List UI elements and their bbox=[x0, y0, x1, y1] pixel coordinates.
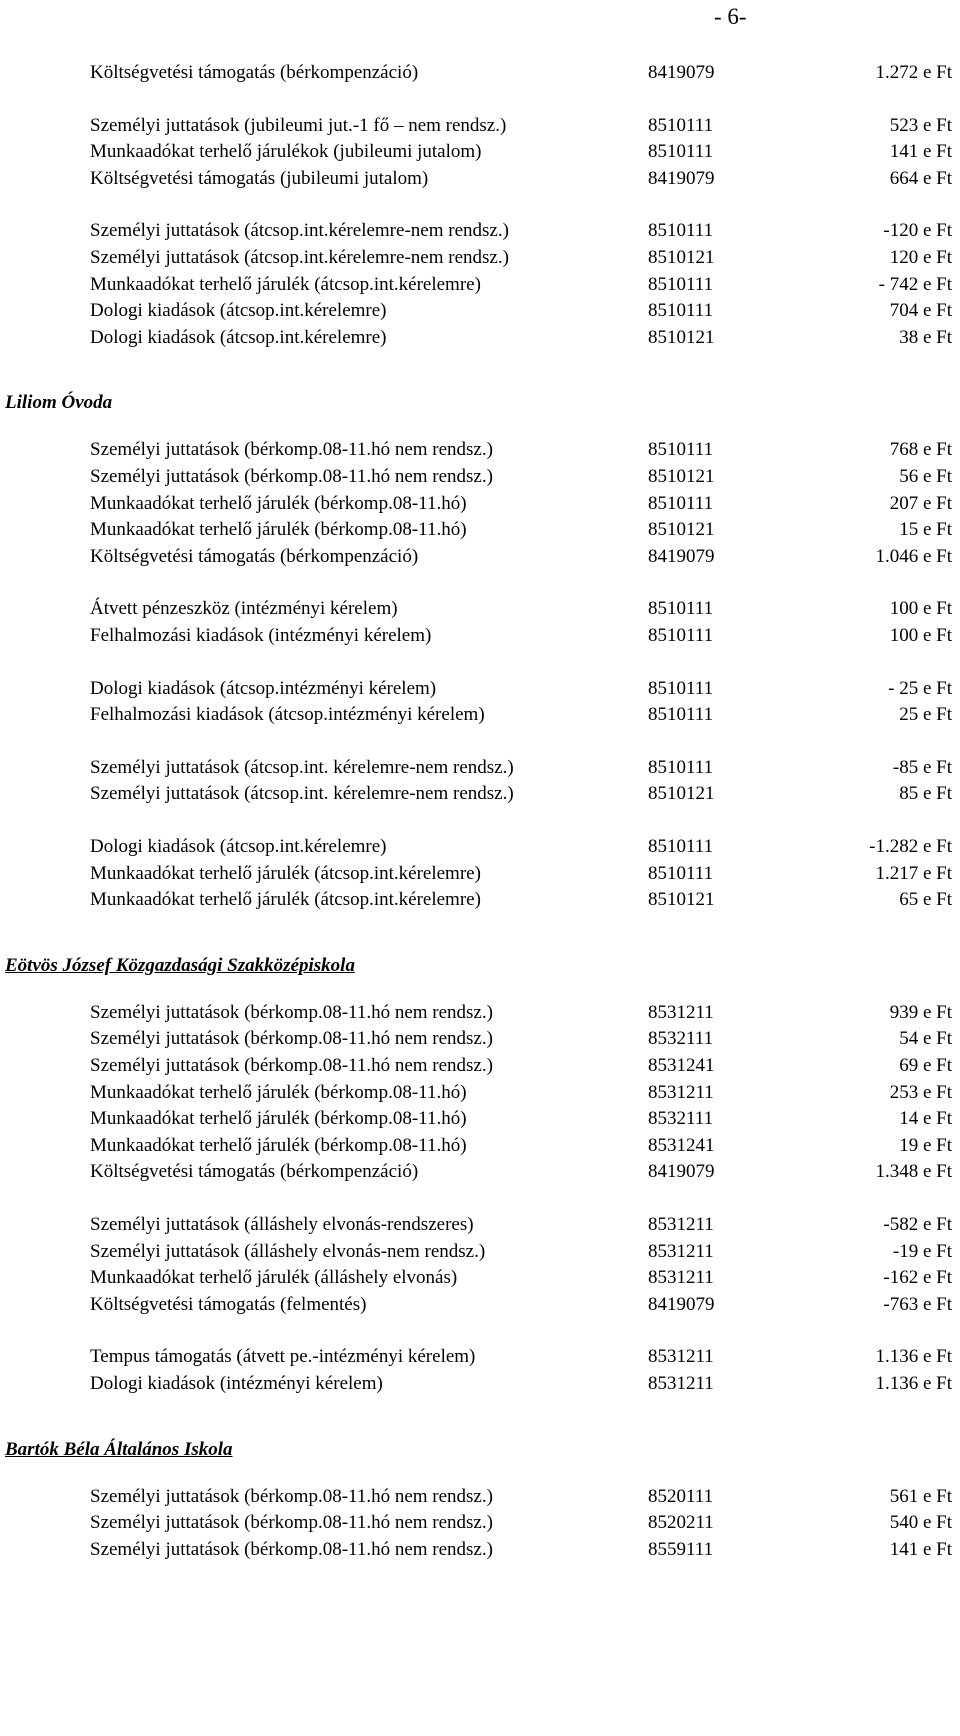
row-code: 8510121 bbox=[648, 519, 715, 541]
row-code: 8510121 bbox=[648, 889, 715, 911]
budget-row bbox=[0, 297, 960, 324]
budget-row bbox=[0, 1132, 960, 1159]
row-code: 8532111 bbox=[648, 1028, 714, 1050]
row-amount: 768 e Ft bbox=[889, 439, 952, 461]
budget-row bbox=[0, 112, 960, 139]
row-amount: -582 e Ft bbox=[883, 1214, 952, 1235]
row-amount: 1.136 e Ft bbox=[875, 1346, 952, 1368]
row-label: Munkaadókat terhelő járulék (álláshely elvonás) bbox=[90, 1267, 458, 1289]
budget-row bbox=[0, 1370, 960, 1397]
row-amount: -162 e Ft bbox=[883, 1267, 952, 1289]
row-amount: 54 e Ft bbox=[899, 1028, 952, 1050]
row-code: 8419079 bbox=[648, 1293, 715, 1315]
row-label: Személyi juttatások (bérkomp.08-11.hó nem rendsz.) bbox=[90, 1485, 493, 1507]
row-code: 8510121 bbox=[648, 326, 715, 348]
budget-row bbox=[0, 543, 960, 570]
budget-row bbox=[0, 999, 960, 1026]
budget-row bbox=[0, 622, 960, 649]
row-amount: 141 e Ft bbox=[889, 1538, 952, 1560]
page-number: - 6- bbox=[714, 4, 747, 29]
row-label: Személyi juttatások (átcsop.int. kérelemre-nem rendsz.) bbox=[90, 783, 514, 805]
row-amount: 1.348 e Ft bbox=[875, 1161, 952, 1183]
budget-row bbox=[0, 1509, 960, 1536]
budget-row bbox=[0, 1158, 960, 1185]
row-label: Költségvetési támogatás (bérkompenzáció) bbox=[90, 1161, 419, 1183]
budget-row bbox=[0, 595, 960, 622]
row-code: 8510121 bbox=[648, 466, 715, 487]
row-code: 8510111 bbox=[648, 141, 714, 163]
row-code: 8419079 bbox=[648, 545, 715, 567]
budget-row bbox=[0, 1025, 960, 1052]
row-amount: 65 e Ft bbox=[899, 889, 952, 911]
budget-row bbox=[0, 1343, 960, 1370]
row-amount: 141 e Ft bbox=[889, 141, 952, 163]
row-code: 8559111 bbox=[648, 1538, 714, 1560]
row-amount: 100 e Ft bbox=[889, 598, 952, 620]
row-label: Felhalmozási kiadások (intézményi kérelem) bbox=[90, 625, 432, 646]
section-heading: Liliom Óvoda bbox=[5, 392, 113, 414]
row-amount: 1.217 e Ft bbox=[875, 862, 952, 884]
row-code: 8531211 bbox=[648, 1240, 714, 1262]
budget-row bbox=[0, 1264, 960, 1291]
row-amount: 253 e Ft bbox=[889, 1081, 952, 1103]
budget-row bbox=[0, 1536, 960, 1563]
row-amount: 120 e Ft bbox=[889, 247, 952, 268]
row-label: Személyi juttatások (álláshely elvonás-nem rendsz.) bbox=[90, 1240, 486, 1262]
row-code: 8510111 bbox=[648, 439, 714, 461]
row-label: Dologi kiadások (átcsop.intézményi kérelem) bbox=[90, 677, 437, 699]
row-label: Költségvetési támogatás (felmentés) bbox=[90, 1293, 367, 1315]
row-code: 8510111 bbox=[648, 862, 714, 884]
budget-row bbox=[0, 138, 960, 165]
row-label: Felhalmozási kiadások (átcsop.intézményi kérelem) bbox=[90, 704, 485, 726]
budget-row bbox=[0, 1079, 960, 1106]
budget-row bbox=[0, 833, 960, 860]
row-code: 8531211 bbox=[648, 1373, 714, 1394]
budget-row bbox=[0, 754, 960, 781]
row-code: 8510111 bbox=[648, 114, 714, 136]
budget-row bbox=[0, 324, 960, 351]
row-amount: - 25 e Ft bbox=[888, 677, 952, 699]
row-label: Személyi juttatások (bérkomp.08-11.hó nem rendsz.) bbox=[90, 1055, 493, 1076]
row-label: Személyi juttatások (jubileumi jut.-1 fő – nem rendsz.) bbox=[90, 114, 507, 136]
row-amount: -1.282 e Ft bbox=[869, 836, 952, 857]
row-code: 8510111 bbox=[648, 756, 714, 778]
row-code: 8419079 bbox=[648, 1161, 715, 1183]
row-amount: 56 e Ft bbox=[899, 466, 952, 487]
row-amount: 69 e Ft bbox=[899, 1055, 952, 1076]
budget-row bbox=[0, 271, 960, 298]
row-label: Átvett pénzeszköz (intézményi kérelem) bbox=[90, 598, 398, 620]
row-amount: 14 e Ft bbox=[899, 1108, 952, 1130]
row-label: Dologi kiadások (átcsop.int.kérelemre) bbox=[90, 326, 387, 348]
row-label: Személyi juttatások (bérkomp.08-11.hó nem rendsz.) bbox=[90, 1512, 493, 1534]
row-code: 8510111 bbox=[648, 273, 714, 295]
row-amount: 939 e Ft bbox=[889, 1001, 952, 1023]
budget-row bbox=[0, 1291, 960, 1318]
budget-row bbox=[0, 1238, 960, 1265]
row-code: 8531211 bbox=[648, 1081, 714, 1103]
row-amount: 1.272 e Ft bbox=[875, 62, 952, 83]
budget-row bbox=[0, 490, 960, 517]
row-amount: 25 e Ft bbox=[899, 704, 952, 726]
row-amount: -85 e Ft bbox=[892, 756, 952, 778]
row-label: Dologi kiadások (átcsop.int.kérelemre) bbox=[90, 300, 387, 322]
row-amount: 1.046 e Ft bbox=[875, 545, 952, 567]
section-heading: Bartók Béla Általános Iskola bbox=[5, 1438, 233, 1460]
budget-row bbox=[0, 436, 960, 463]
row-amount: 207 e Ft bbox=[889, 492, 952, 514]
row-label: Munkaadókat terhelő járulék (bérkomp.08-11.hó) bbox=[90, 1081, 467, 1103]
budget-row bbox=[0, 675, 960, 702]
row-code: 8531211 bbox=[648, 1346, 714, 1368]
row-code: 8510111 bbox=[648, 598, 714, 620]
row-amount: 19 e Ft bbox=[899, 1134, 952, 1156]
row-code: 8531211 bbox=[648, 1001, 714, 1023]
budget-row bbox=[0, 217, 960, 244]
row-code: 8510111 bbox=[648, 220, 714, 242]
row-amount: 38 e Ft bbox=[899, 326, 952, 348]
row-amount: 100 e Ft bbox=[889, 625, 952, 646]
row-code: 8531241 bbox=[648, 1055, 715, 1076]
row-amount: 540 e Ft bbox=[889, 1512, 952, 1534]
budget-row bbox=[0, 886, 960, 913]
row-code: 8510111 bbox=[648, 677, 714, 699]
row-code: 8510111 bbox=[648, 704, 714, 726]
row-code: 8531241 bbox=[648, 1134, 715, 1156]
row-label: Személyi juttatások (átcsop.int.kérelemre-nem rendsz.) bbox=[90, 247, 509, 268]
row-label: Személyi juttatások (bérkomp.08-11.hó nem rendsz.) bbox=[90, 439, 493, 461]
row-label: Költségvetési támogatás (bérkompenzáció) bbox=[90, 62, 419, 83]
row-label: Munkaadókat terhelő járulék (átcsop.int.kérelemre) bbox=[90, 889, 481, 911]
row-code: 8531211 bbox=[648, 1267, 714, 1289]
row-amount: 85 e Ft bbox=[899, 783, 952, 805]
row-label: Személyi juttatások (átcsop.int. kérelemre-nem rendsz.) bbox=[90, 756, 514, 778]
budget-row bbox=[0, 780, 960, 807]
budget-row bbox=[0, 463, 960, 490]
budget-row bbox=[0, 701, 960, 728]
row-label: Személyi juttatások (bérkomp.08-11.hó nem rendsz.) bbox=[90, 1538, 493, 1560]
row-code: 8419079 bbox=[648, 62, 715, 83]
row-label: Munkaadókat terhelő járulék (átcsop.int.kérelemre) bbox=[90, 273, 481, 295]
row-code: 8520111 bbox=[648, 1485, 714, 1507]
row-label: Személyi juttatások (bérkomp.08-11.hó nem rendsz.) bbox=[90, 466, 493, 487]
row-label: Munkaadókat terhelő járulékok (jubileumi jutalom) bbox=[90, 141, 482, 163]
row-code: 8532111 bbox=[648, 1108, 714, 1130]
row-amount: -763 e Ft bbox=[883, 1293, 952, 1315]
row-label: Költségvetési támogatás (bérkompenzáció) bbox=[90, 545, 419, 567]
row-label: Munkaadókat terhelő járulék (bérkomp.08-11.hó) bbox=[90, 1134, 467, 1156]
row-label: Munkaadókat terhelő járulék (bérkomp.08-11.hó) bbox=[90, 1108, 467, 1130]
row-label: Személyi juttatások (bérkomp.08-11.hó nem rendsz.) bbox=[90, 1028, 493, 1050]
budget-row bbox=[0, 1211, 960, 1238]
row-code: 8510111 bbox=[648, 300, 714, 322]
row-label: Munkaadókat terhelő járulék (bérkomp.08-11.hó) bbox=[90, 519, 467, 541]
row-amount: 561 e Ft bbox=[889, 1485, 952, 1507]
row-amount: - 742 e Ft bbox=[878, 273, 952, 295]
row-amount: -120 e Ft bbox=[883, 220, 952, 242]
section-heading: Eötvös József Közgazdasági Szakközépiskola bbox=[5, 954, 355, 976]
row-code: 8520211 bbox=[648, 1512, 714, 1534]
budget-row bbox=[0, 516, 960, 543]
row-label: Dologi kiadások (intézményi kérelem) bbox=[90, 1373, 383, 1394]
budget-row bbox=[0, 860, 960, 887]
row-label: Munkaadókat terhelő járulék (bérkomp.08-11.hó) bbox=[90, 492, 467, 514]
budget-row bbox=[0, 244, 960, 271]
row-amount: 1.136 e Ft bbox=[875, 1373, 952, 1394]
row-code: 8531211 bbox=[648, 1214, 714, 1235]
budget-row bbox=[0, 1483, 960, 1510]
budget-row bbox=[0, 59, 960, 86]
row-label: Munkaadókat terhelő járulék (átcsop.int.kérelemre) bbox=[90, 862, 481, 884]
row-label: Személyi juttatások (bérkomp.08-11.hó nem rendsz.) bbox=[90, 1001, 493, 1023]
row-amount: 523 e Ft bbox=[889, 114, 952, 136]
row-amount: 704 e Ft bbox=[889, 300, 952, 322]
budget-row bbox=[0, 1052, 960, 1079]
row-label: Személyi juttatások (átcsop.int.kérelemre-nem rendsz.) bbox=[90, 220, 509, 242]
row-code: 8510121 bbox=[648, 247, 715, 268]
budget-row bbox=[0, 1105, 960, 1132]
row-code: 8510111 bbox=[648, 836, 714, 857]
budget-row bbox=[0, 165, 960, 192]
row-code: 8510111 bbox=[648, 492, 714, 514]
row-amount: 664 e Ft bbox=[889, 167, 952, 189]
row-label: Dologi kiadások (átcsop.int.kérelemre) bbox=[90, 836, 387, 857]
row-amount: 15 e Ft bbox=[899, 519, 952, 541]
row-code: 8510121 bbox=[648, 783, 715, 805]
row-label: Személyi juttatások (álláshely elvonás-rendszeres) bbox=[90, 1214, 474, 1235]
row-label: Költségvetési támogatás (jubileumi jutalom) bbox=[90, 167, 429, 189]
row-amount: -19 e Ft bbox=[892, 1240, 952, 1262]
row-label: Tempus támogatás (átvett pe.-intézményi kérelem) bbox=[90, 1346, 476, 1368]
row-code: 8510111 bbox=[648, 625, 714, 646]
row-code: 8419079 bbox=[648, 167, 715, 189]
